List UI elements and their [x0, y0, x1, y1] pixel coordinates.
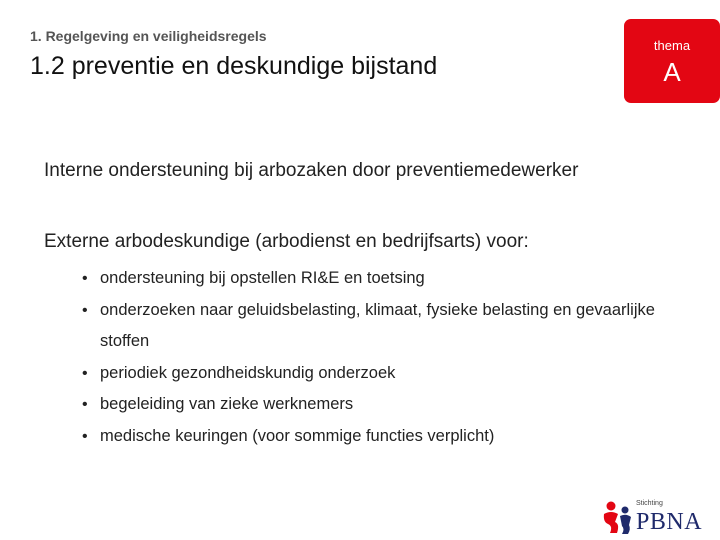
- bullet-icon: •: [82, 301, 88, 319]
- list-item: [44, 358, 684, 390]
- list-item: [44, 421, 684, 453]
- page-title: 1.2 preventie en deskundige bijstand: [30, 52, 438, 80]
- logo-subtext: Stichting: [636, 500, 663, 507]
- pbna-figure-icon: [600, 500, 634, 536]
- breadcrumb: 1. Regelgeving en veiligheidsregels: [30, 28, 267, 44]
- list-item-text: begeleiding van zieke werknemers: [100, 395, 354, 413]
- bullet-icon: •: [82, 270, 88, 287]
- thema-letter: A: [663, 57, 681, 87]
- pbna-logo: [600, 500, 716, 536]
- bullet-icon: •: [82, 364, 88, 382]
- list-item-text: ondersteuning bij opstellen RI&E en toetsing: [100, 269, 425, 287]
- list-item: [44, 389, 684, 421]
- list-item-text: periodiek gezondheidskundig onderzoek: [100, 363, 396, 382]
- bullet-icon: •: [82, 396, 88, 413]
- list-item-text: medische keuringen (voor sommige functies verplicht): [100, 426, 495, 445]
- list-item: [44, 263, 684, 295]
- thema-badge: [624, 19, 720, 103]
- list-item: [44, 295, 684, 358]
- list-item-text: onderzoeken naar geluidsbelasting, klimaat, fysieke belasting en gevaarlijke stoffen: [100, 300, 655, 350]
- bullet-list: [44, 263, 684, 452]
- logo-text: PBNA: [636, 509, 703, 535]
- thema-label: thema: [653, 38, 691, 53]
- slide-content: [44, 160, 684, 452]
- bullet-icon: •: [82, 427, 88, 445]
- paragraph-external-expert: Externe arbodeskundige (arbodienst en bedrijfsarts) voor:: [44, 231, 529, 252]
- paragraph-internal-support: Interne ondersteuning bij arbozaken door preventiemedewerker: [44, 160, 579, 181]
